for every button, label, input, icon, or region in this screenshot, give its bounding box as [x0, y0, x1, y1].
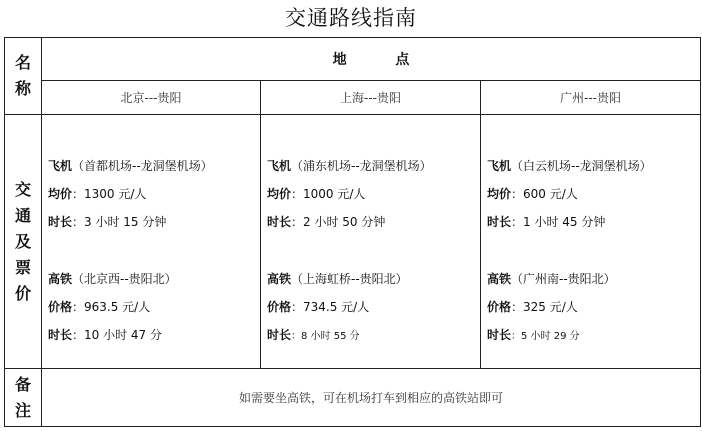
rail-duration: 时长：8 小时 55 分 [267, 328, 360, 342]
rail-duration: 时长：10 小时 47 分 [48, 328, 162, 342]
flight-price: 均价：1300 元/人 [48, 187, 147, 201]
route-cell-shanghai [261, 115, 481, 369]
remark-label: 备 注 [5, 369, 42, 427]
route-header-guangzhou: 广州---贵阳 [481, 81, 701, 115]
flight-duration: 时长：3 小时 15 分钟 [48, 215, 167, 229]
name-char-1: 名 [14, 53, 31, 72]
rail-price: 价格：325 元/人 [487, 300, 578, 314]
rail-duration: 时长：5 小时 29 分 [487, 328, 580, 342]
route-cell-beijing [42, 115, 261, 369]
flight-price: 均价：1000 元/人 [267, 187, 366, 201]
remark-text: 如需要坐高铁，可在机场打车到相应的高铁站即可 [42, 369, 701, 427]
rail-line: 高铁（广州南--贵阳北） [487, 272, 616, 286]
flight-duration: 时长：2 小时 50 分钟 [267, 215, 386, 229]
rail-price: 价格：734.5 元/人 [267, 300, 370, 314]
route-header-beijing: 北京---贵阳 [42, 81, 261, 115]
flight-line: 飞机（白云机场--龙洞堡机场） [487, 159, 652, 173]
flight-duration: 时长：1 小时 45 分钟 [487, 215, 606, 229]
flight-line: 飞机（浦东机场--龙洞堡机场） [267, 159, 432, 173]
name-column-header [5, 38, 42, 115]
rail-price: 价格：963.5 元/人 [48, 300, 151, 314]
place-header: 地 点 [42, 38, 701, 81]
route-header-shanghai: 上海---贵阳 [261, 81, 481, 115]
flight-line: 飞机（首都机场--龙洞堡机场） [48, 159, 213, 173]
route-table [4, 37, 701, 427]
rail-line: 高铁（北京西--贵阳北） [48, 272, 177, 286]
name-char-2: 称 [14, 79, 31, 98]
flight-price: 均价：600 元/人 [487, 187, 578, 201]
rail-line: 高铁（上海虹桥--贵阳北） [267, 272, 408, 286]
page-title: 交通路线指南 [285, 6, 417, 30]
route-cell-guangzhou [481, 115, 701, 369]
transport-row-label: 交 通 及 票 价 [5, 115, 42, 369]
